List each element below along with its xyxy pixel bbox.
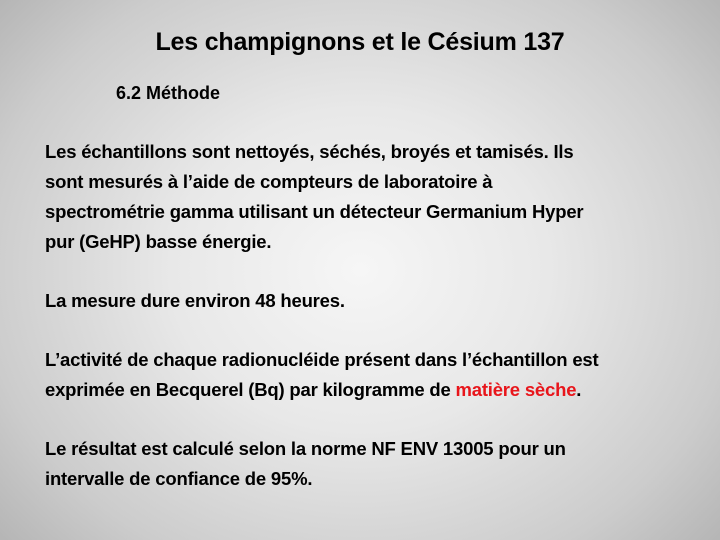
paragraph-line: La mesure dure environ 48 heures. — [45, 290, 345, 311]
paragraph-duration — [45, 286, 705, 316]
paragraph-line: L’activité de chaque radionucléide présent dans l’échantillon est — [45, 349, 599, 370]
highlight-dry-matter: matière sèche — [455, 379, 577, 400]
slide-body — [45, 137, 705, 523]
paragraph-cleaning — [45, 137, 705, 257]
paragraph-activity — [45, 345, 705, 405]
paragraph-line: Les échantillons sont nettoyés, séchés, broyés et tamisés. Ils — [45, 141, 574, 162]
paragraph-line: . — [576, 379, 582, 400]
paragraph-line: exprimée en Becquerel (Bq) par kilogramme de — [45, 379, 456, 400]
paragraph-line: sont mesurés à l’aide de compteurs de laboratoire à — [45, 171, 493, 192]
paragraph-line: spectrométrie gamma utilisant un détecteur Germanium Hyper — [45, 201, 584, 222]
slide-title: Les champignons et le Césium 137 — [155, 28, 565, 56]
section-heading: 6.2 Méthode — [116, 83, 221, 103]
paragraph-line: pur (GeHP) basse énergie. — [45, 231, 272, 252]
paragraph-line: Le résultat est calculé selon la norme NF ENV 13005 pour un — [45, 438, 566, 459]
paragraph-result — [45, 434, 705, 494]
paragraph-line: intervalle de confiance de 95%. — [45, 468, 313, 489]
